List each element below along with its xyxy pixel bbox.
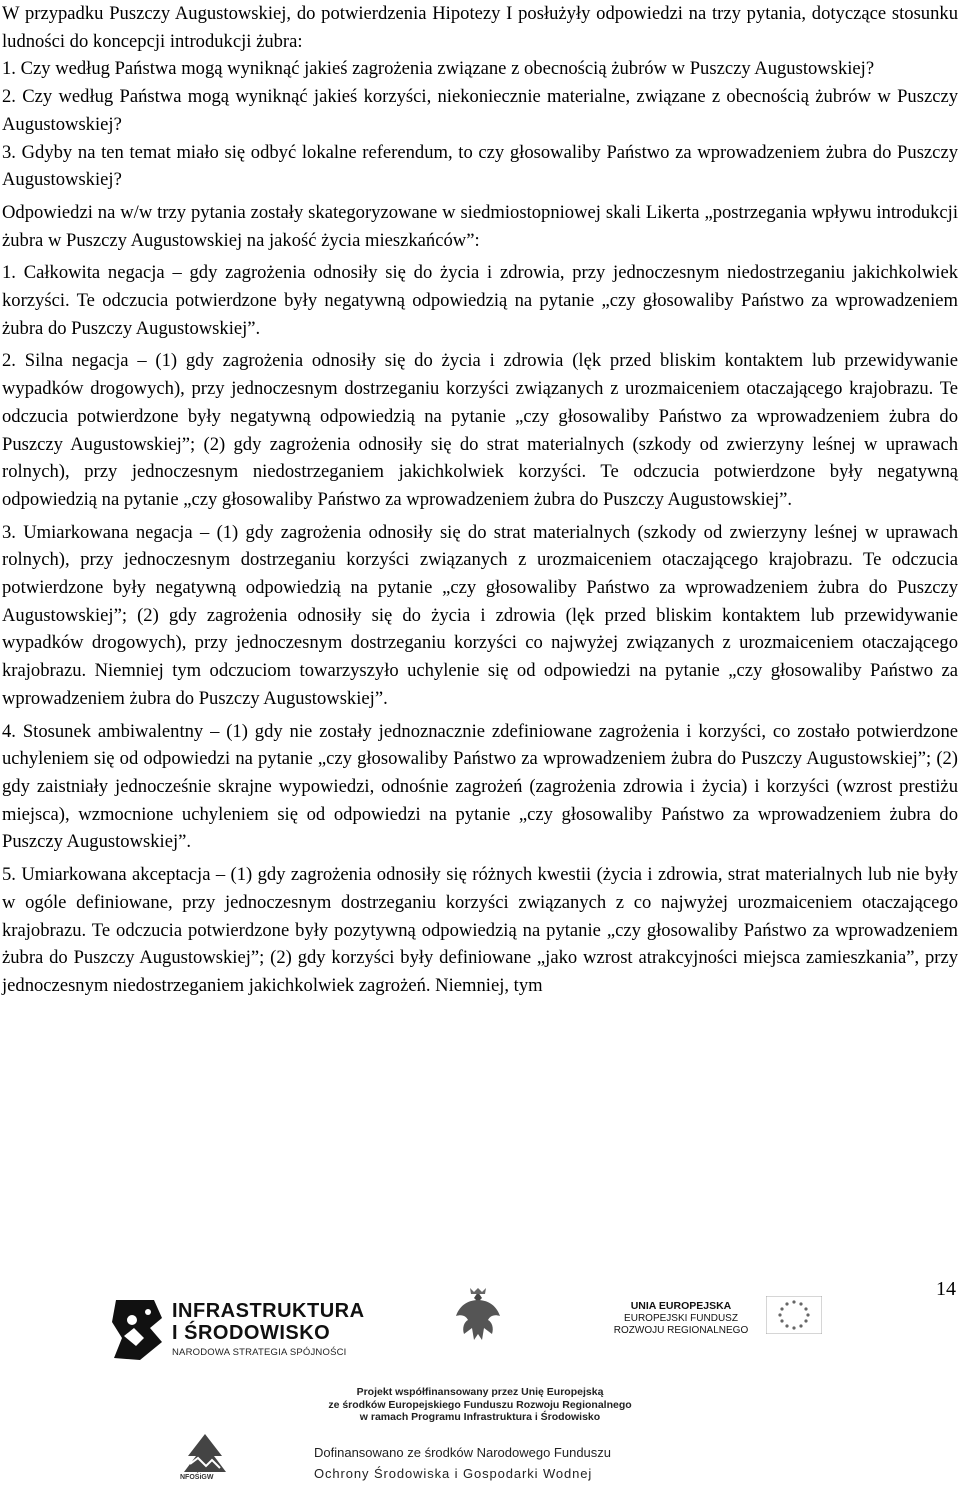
fund-line1: Dofinansowano ze środków Narodowego Funduszu bbox=[314, 1445, 612, 1460]
infra-title-line1: INFRASTRUKTURA bbox=[172, 1300, 365, 1322]
eu-flag-icon bbox=[766, 1296, 822, 1334]
infrastruktura-logo bbox=[110, 1298, 370, 1362]
eu-line1: UNIA EUROPEJSKA bbox=[630, 1300, 732, 1312]
infra-subtitle: NARODOWA STRATEGIA SPÓJNOŚCI bbox=[172, 1347, 347, 1358]
project-line2: ze środków Europejskiego Funduszu Rozwoju Regionalnego bbox=[328, 1398, 632, 1411]
category-5: 5. Umiarkowana akceptacja – (1) gdy zagrożenia odnosiły się różnych kwestii (życia i zdrowia, strat materialnych lub nie były w ogóle definiowane, przy jednoczesnym dostrzeganiu korzyści związanych z co najwyżej urozmaiceniem otaczającego krajobrazu. Te odczucia potwierdzone były pozytywną odpowiedzią na pytanie „czy głosowaliby Państwo za wprowadzeniem żubra do Puszczy Augustowskiej”; (2) gdy korzyści były definiowane „jako wzrost atrakcyjności miejsca zamieszkania”, przy jednoczesnym niedostrzeganiem jakichkolwiek zagrożeń. Niemniej, tym bbox=[2, 864, 958, 996]
question-3: 3. Gdyby na ten temat miało się odbyć lokalne referendum, to czy głosowaliby Państwo za wprowadzeniem żubra do Puszczy Augustowskiej? bbox=[2, 141, 958, 191]
project-line3: w ramach Programu Infrastruktura i Środowisko bbox=[359, 1411, 601, 1423]
category-3: 3. Umiarkowana negacja – (1) gdy zagrożenia odnosiły się do strat materialnych (szkody od zwierzyny leśnej w uprawach rolnych), przy jednoczesnym dostrzeganiu korzyści związanych z urozmaiceniem otaczającego krajobrazu. Te odczucia potwierdzone były negatywną odpowiedzią na pytanie „czy głosowaliby Państwo za wprowadzeniem żubra do Puszczy Augustowskiej”; (2) gdy zagrożenia odnosiły się do życia i zdrowia (lęk przed bliskim kontaktem lub przewidywanie wypadków drogowych), przy jednoczesnym dostrzeganiu korzyści co najwyżej związanych z urozmaiceniem otaczającego krajobrazu. Niemniej tym odczuciom towarzyszyło uchylenie się od odpowiedzi na pytanie „czy głosowaliby Państwo za wprowadzeniem żubra do Puszczy Augustowskiej”. bbox=[2, 521, 958, 709]
nfosigw-label: NFOŚiGW bbox=[180, 1474, 214, 1481]
category-4: 4. Stosunek ambiwalentny – (1) gdy nie zostały jednoznacznie zdefiniowane zagrożenia i korzyści, co zostało potwierdzone uchyleniem się od odpowiedzi na pytanie „czy głosowaliby Państwo za wprowadzeniem żubra do Puszczy Augustowskiej”; (2) gdy zaistniały jednocześnie skrajne wypowiedzi, odnośnie zagrożeń (zagrożenia zdrowia i życia) i korzyści (wzrost prestiżu miejsca), wzmocnione uchyleniem się od odpowiedzi na pytanie „czy głosowaliby Państwo za wprowadzeniem żubra do Puszczy Augustowskiej”. bbox=[2, 720, 958, 853]
document-body bbox=[2, 0, 958, 1000]
question-2: 2. Czy według Państwa mogą wyniknąć jakieś korzyści, niekoniecznie materialne, związane z obecnością żubrów w Puszczy Augustowskiej? bbox=[2, 86, 958, 135]
category-1: 1. Całkowita negacja – gdy zagrożenia odnosiły się do życia i zdrowia, przy jednoczesnym niedostrzeganiu jakichkolwiek korzyści. Te odczucia potwierdzone były negatywną odpowiedzią na pytanie „czy głosowaliby Państwo za wprowadzeniem żubra do Puszczy Augustowskiej”. bbox=[2, 262, 958, 339]
polish-eagle-emblem-icon bbox=[452, 1286, 504, 1346]
page-number: 14 bbox=[936, 1278, 956, 1300]
project-line1: Projekt współfinansowany przez Unię Europejską bbox=[356, 1386, 604, 1398]
project-cofinancing-note bbox=[320, 1386, 640, 1424]
nfos-cofinancing-note bbox=[314, 1442, 784, 1484]
likert-intro-paragraph: Odpowiedzi na w/w trzy pytania zostały skategoryzowane w siedmiostopniowej skali Likerta „postrzegania wpływu introdukcji żubra w Puszczy Augustowskiej na jakość życia mieszkańców”: bbox=[2, 201, 958, 251]
eu-fund-text bbox=[606, 1300, 756, 1337]
eu-line3: ROZWOJU REGIONALNEGO bbox=[613, 1325, 749, 1336]
intro-paragraph: W przypadku Puszczy Augustowskiej, do potwierdzenia Hipotezy I posłużyły odpowiedzi na trzy pytania, dotyczące stosunku ludności do koncepcji introdukcji żubra: bbox=[2, 3, 958, 52]
question-1: 1. Czy według Państwa mogą wyniknąć jakieś zagrożenia związane z obecnością żubrów w Puszczy Augustowskiej? bbox=[2, 58, 875, 80]
fund-line2: Ochrony Środowiska i Gospodarki Wodnej bbox=[314, 1466, 593, 1481]
infrastruktura-mark-icon bbox=[110, 1298, 166, 1362]
infra-title-line2: I ŚRODOWISKO bbox=[172, 1322, 331, 1344]
category-2: 2. Silna negacja – (1) gdy zagrożenia odnosiły się do życia i zdrowia (lęk przed bliskim kontaktem lub przewidywanie wypadków drogowych), przy jednoczesnym dostrzeganiu korzyści związanych z urozmaiceniem otaczającego krajobrazu. Te odczucia potwierdzone były negatywną odpowiedzią na pytanie „czy głosowaliby Państwo za wprowadzeniem żubra do Puszczy Augustowskiej”; (2) gdy zagrożenia odnosiły się do strat materialnych (szkody od zwierzyny leśnej w uprawach rolnych), przy jednoczesnym niedostrzeganiem jakichkolwiek korzyści. Te odczucia potwierdzone były negatywną odpowiedzią na pytanie „czy głosowaliby Państwo za wprowadzeniem żubra do Puszczy Augustowskiej”. bbox=[2, 350, 958, 510]
footer-logos bbox=[0, 1298, 960, 1486]
eu-line2: EUROPEJSKI FUNDUSZ bbox=[624, 1313, 738, 1324]
